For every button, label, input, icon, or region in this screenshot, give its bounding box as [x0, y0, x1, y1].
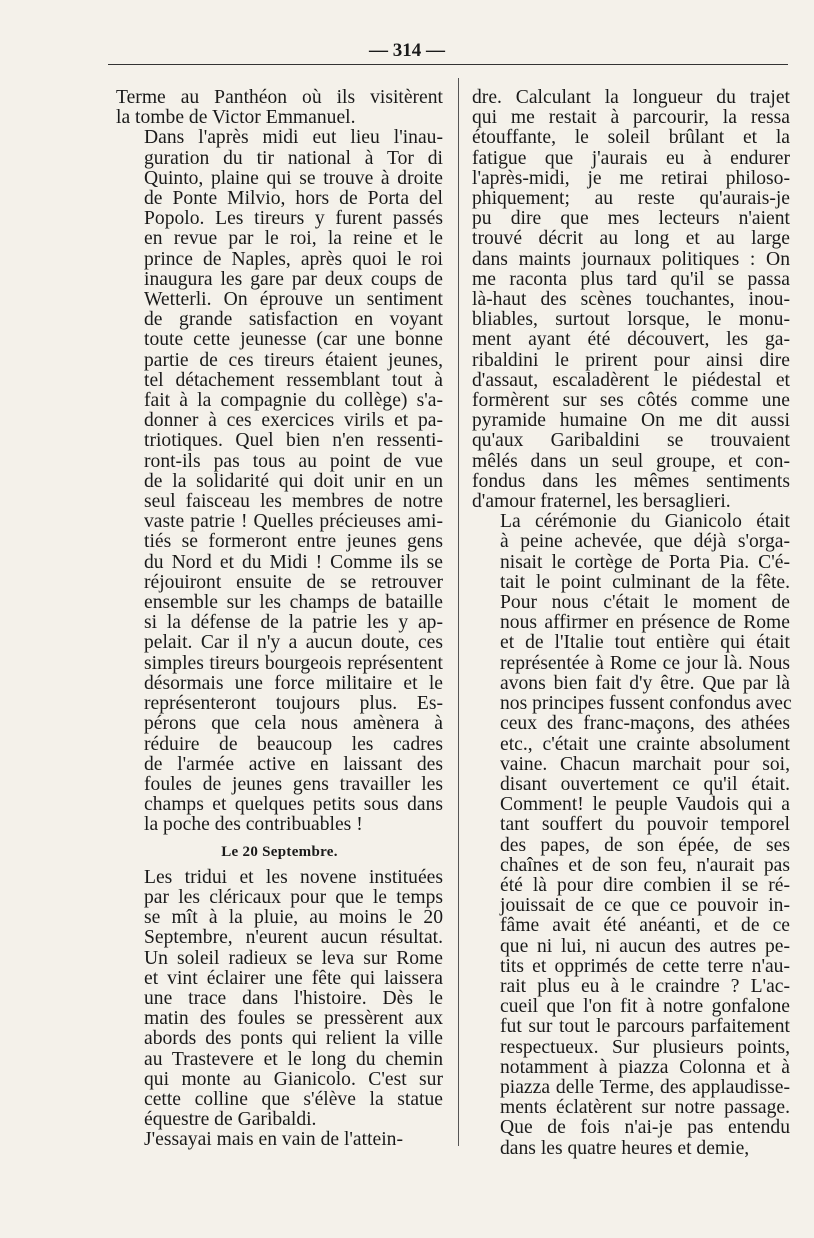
text-line: toute cette jeunesse (car une bonne: [144, 329, 443, 351]
text-line: réduire de beaucoup les cadres: [144, 733, 443, 755]
text-line: représentée à Rome ce jour là. Nous: [500, 652, 790, 674]
text-line: guration du tir national à Tor di: [144, 147, 443, 169]
text-line: simples tireurs bourgeois représentent: [144, 652, 443, 674]
text-line: vaine. Chacun marchait pour soi,: [500, 753, 790, 775]
text-line: etc., c'était une crainte absolument: [500, 733, 790, 755]
text-line: et de l'Italie tout entière qui était: [500, 632, 790, 654]
text-line: trouvé décrit au long et au large: [472, 228, 790, 250]
text-line: de la solidarité qui doit unir en un: [144, 470, 443, 492]
text-line: ensemble sur les champs de bataille: [144, 592, 443, 614]
text-line: du Nord et du Midi ! Comme ils se: [144, 551, 443, 573]
left-column: [116, 88, 443, 1151]
text-line: ments éclatèrent sur notre passage.: [500, 1097, 790, 1119]
text-line: la tombe de Victor Emmanuel.: [116, 107, 356, 129]
text-line: de Ponte Milvio, hors de Porta del: [144, 188, 443, 210]
text-line: nos principes fussent confondus avec: [500, 693, 792, 715]
text-line: pyramide humaine On me dit aussi: [472, 410, 790, 432]
text-line: été là pour dire combien il se ré-: [500, 874, 790, 896]
left-paragraph-2: [116, 128, 443, 835]
text-line: Wetterli. On éprouve un sentiment: [144, 289, 443, 311]
text-line: tiés se formeront entre jeunes gens: [144, 531, 443, 553]
text-line: si la défense de la patrie les y ap-: [144, 612, 443, 634]
text-line: Quinto, plaine qui se trouve à droite: [144, 167, 443, 189]
text-line: matin des foules se pressèrent aux: [144, 1008, 443, 1030]
text-line: respectueux. Sur plusieurs points,: [500, 1036, 790, 1058]
text-line: champs et quelques petits sous dans: [144, 794, 443, 816]
text-line: tel détachement ressemblant tout à: [144, 369, 443, 391]
left-paragraph-4: [116, 1130, 443, 1150]
text-line: se mît à la pluie, au moins le 20: [144, 907, 443, 929]
text-line: que ni lui, ni aucun des autres pe-: [500, 935, 790, 957]
text-line: me raconta plus tard qu'il se passa: [472, 268, 790, 290]
text-line: équestre de Garibaldi.: [144, 1109, 317, 1131]
text-line: cette colline que s'élève la statue: [144, 1088, 443, 1110]
text-line: l'après-midi, je me retirai philoso-: [472, 167, 790, 189]
header-rule: [108, 64, 788, 65]
text-line: pérons que cela nous amènera à: [144, 713, 443, 735]
text-line: partie de ces tireurs étaient jeunes,: [144, 349, 443, 371]
text-line: nous affirmer en présence de Rome: [500, 612, 790, 634]
text-line: en revue par le roi, la reine et le: [144, 228, 443, 250]
text-line: donner à ces exercices virils et pa-: [144, 410, 443, 432]
text-line: jouissait de ce que ce pouvoir in-: [500, 895, 790, 917]
text-line: désormais une force militaire et le: [144, 672, 443, 694]
text-line: tits et opprimés de cette terre n'au-: [500, 955, 790, 977]
text-line: pu dire que mes lecteurs n'aient: [472, 208, 790, 230]
text-line: mêlés dans un seul groupe, et con-: [472, 450, 790, 472]
text-line: formèrent sur ses côtés comme une: [472, 390, 790, 412]
text-line: fatigue que j'aurais eu à endurer: [472, 147, 790, 169]
text-line: ment ayant été découvert, les ga-: [472, 329, 790, 351]
text-line: ribaldini le prirent pour ainsi dire: [472, 349, 790, 371]
text-line: et vint éclairer une fête qui laissera: [144, 967, 443, 989]
text-line: Dans l'après midi eut lieu l'inau-: [144, 127, 443, 149]
text-line: qui me restait à parcourir, la ressa: [472, 107, 790, 129]
text-line: étouffante, le soleil brûlant et la: [472, 127, 790, 149]
text-line: d'amour fraternel, les bersaglieri.: [472, 491, 731, 513]
text-line: bliables, surtout lorsque, le monu-: [472, 309, 790, 331]
text-line: fâme avait été anéanti, et de ce: [500, 915, 790, 937]
text-line: Un soleil radieux se leva sur Rome: [144, 947, 443, 969]
text-line: rait plus eu à le craindre ? L'ac-: [500, 975, 790, 997]
text-line: la poche des contribuables !: [144, 814, 363, 836]
text-line: fut sur tout le parcours parfaitement: [500, 1016, 790, 1038]
text-line: ceux des franc-maçons, des athées: [500, 713, 790, 735]
text-line: nisait le cortège de Porta Pia. C'é-: [500, 551, 790, 573]
text-line: de grande satisfaction en voyant: [144, 309, 443, 331]
text-line: disant ouvertement ce qu'il était.: [500, 773, 790, 795]
text-line: dans les quatre heures et demie,: [500, 1137, 750, 1159]
text-line: fait à la compagnie du collège) s'a-: [144, 390, 443, 412]
text-line: inaugura les gare par deux coups de: [144, 268, 443, 290]
text-line: dre. Calculant la longueur du trajet: [472, 87, 790, 108]
text-line: de l'armée active en laissant des: [144, 753, 443, 775]
text-line: piazza delle Terme, des applaudisse-: [500, 1076, 790, 1098]
section-title: Le 20 Septembre.: [221, 843, 338, 860]
text-line: tait le point culminant de la fête.: [500, 571, 790, 593]
column-divider: [458, 78, 459, 1146]
right-paragraph-2: [472, 512, 790, 1159]
text-line: ront-ils pas tous au point de vue: [144, 450, 443, 472]
text-line: là-haut des scènes touchantes, inou-: [472, 289, 790, 311]
text-line: Terme au Panthéon où ils visitèrent: [116, 87, 443, 108]
text-line: chaînes et de son feu, n'aurait pas: [500, 854, 790, 876]
text-line: des papes, de son épée, de ses: [500, 834, 790, 856]
text-line: représenteront toujours plus. Es-: [144, 693, 443, 715]
text-line: réjouiront ensuite de se retrouver: [144, 571, 443, 593]
text-line: abords des ponts qui relient la ville: [144, 1028, 443, 1050]
text-line: Comment! le peuple Vaudois qui a: [500, 794, 790, 816]
text-line: Popolo. Les tireurs y furent passés: [144, 208, 443, 230]
text-line: notamment à piazza Colonna et à: [500, 1056, 790, 1078]
text-line: phiquement; au reste qu'aurais-je: [472, 188, 790, 210]
text-line: triotiques. Quel bien n'en ressenti-: [144, 430, 443, 452]
text-line: avons bien fait d'y être. Que par là: [500, 672, 790, 694]
left-paragraph-1: [116, 88, 443, 128]
page-number: — 314 —: [369, 40, 445, 61]
text-line: seul faisceau les membres de notre: [144, 491, 443, 513]
text-line: Les tridui et les novene instituées: [144, 866, 443, 888]
right-column: [472, 88, 790, 1159]
text-line: par les cléricaux pour que le temps: [144, 886, 443, 908]
text-line: J'essayai mais en vain de l'attein-: [144, 1129, 403, 1151]
text-line: qu'aux Garibaldini se trouvaient: [472, 430, 790, 452]
text-line: Que de fois n'ai-je pas entendu: [500, 1117, 790, 1139]
text-line: une trace dans l'histoire. Dès le: [144, 987, 443, 1009]
text-line: foules de jeunes gens travailler les: [144, 773, 443, 795]
text-line: cueil que l'on fit à notre gonfalone: [500, 996, 790, 1018]
text-line: au Trastevere et le long du chemin: [144, 1048, 443, 1070]
text-line: Septembre, n'eurent aucun résultat.: [144, 927, 443, 949]
text-line: dans maints journaux politiques : On: [472, 248, 790, 270]
left-paragraph-3: [116, 868, 443, 1131]
text-line: tant souffert du pouvoir temporel: [500, 814, 790, 836]
text-line: Pour nous c'était le moment de: [500, 592, 790, 614]
text-line: La cérémonie du Gianicolo était: [500, 511, 790, 533]
text-line: fondus dans les mêmes sentiments: [472, 470, 790, 492]
text-line: vaste patrie ! Quelles précieuses ami-: [144, 511, 443, 533]
text-line: prince de Naples, après quoi le roi: [144, 248, 443, 270]
text-line: à peine achevée, que déjà s'orga-: [500, 531, 790, 553]
text-line: d'assaut, escaladèrent le piédestal et: [472, 369, 790, 391]
text-line: qui monte au Gianicolo. C'est sur: [144, 1068, 443, 1090]
right-paragraph-1: [472, 88, 790, 512]
text-line: pelait. Car il n'y a aucun doute, ces: [144, 632, 443, 654]
